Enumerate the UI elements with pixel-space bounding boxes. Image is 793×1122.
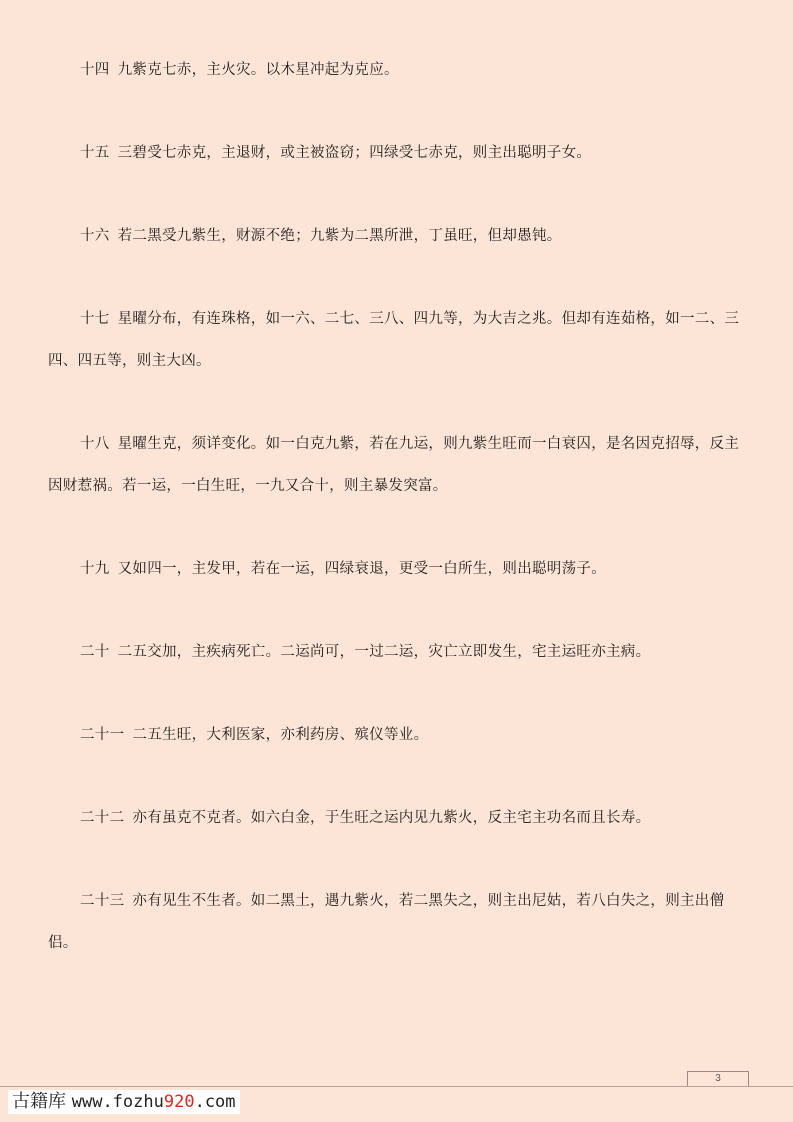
paragraph-text: 亦有虽克不克者。如六白金，于生旺之运内见九紫火，反主宅主功名而且长寿。 <box>132 810 651 826</box>
paragraph-20 <box>48 631 748 673</box>
paragraph-text: 星曜分布，有连珠格，如一六、二七、三八、四九等，为大吉之兆。但却有连茹格，如一二、三四、四五等，则主大凶。 <box>48 311 740 369</box>
paragraph-19 <box>48 548 748 590</box>
paragraph-text: 二五生旺，大利医家，亦利药房、殡仪等业。 <box>132 727 429 743</box>
watermark-url-prefix: www.fozhu <box>71 1092 164 1112</box>
paragraph-text: 九紫克七赤，主火灾。以木星冲起为克应。 <box>117 62 399 78</box>
paragraph-number: 十八 <box>80 436 110 452</box>
footer-divider <box>0 1086 793 1087</box>
paragraph-text: 二五交加，主疾病死亡。二运尚可，一过二运，灾亡立即发生，宅主运旺亦主病。 <box>117 644 651 660</box>
paragraph-17 <box>48 298 748 382</box>
paragraph-23 <box>48 880 748 964</box>
paragraph-14 <box>48 49 748 91</box>
watermark-name: 古籍库 <box>12 1091 66 1112</box>
watermark-url-suffix: .com <box>194 1092 236 1112</box>
paragraph-text: 若二黑受九紫生，财源不绝；九紫为二黑所泄，丁虽旺，但却愚钝。 <box>117 228 562 244</box>
paragraph-number: 十九 <box>80 561 110 577</box>
page-number: 3 <box>687 1071 749 1086</box>
paragraph-number: 十七 <box>80 311 110 327</box>
paragraph-text: 星曜生克，须详变化。如一白克九紫，若在九运，则九紫生旺而一白衰囚，是名因克招辱，反主因财惹祸。若一运，一白生旺，一九又合十，则主暴发突富。 <box>48 436 740 494</box>
watermark-url-number: 920 <box>163 1092 195 1112</box>
paragraph-number: 十四 <box>80 62 110 78</box>
paragraph-text: 亦有见生不生者。如二黑土，遇九紫火，若二黑失之，则主出尼姑，若八白失之，则主出僧侣。 <box>48 893 725 951</box>
paragraph-16 <box>48 215 748 257</box>
paragraph-number: 十五 <box>80 145 110 161</box>
paragraph-number: 十六 <box>80 228 110 244</box>
paragraph-number: 二十一 <box>80 727 125 743</box>
paragraph-15 <box>48 132 748 174</box>
paragraph-18 <box>48 423 748 507</box>
paragraph-number: 二十 <box>80 644 110 660</box>
paragraph-21 <box>48 714 748 756</box>
paragraph-text: 又如四一，主发甲，若在一运，四绿衰退，更受一白所生，则出聪明荡子。 <box>117 561 607 577</box>
site-watermark <box>8 1090 240 1114</box>
paragraph-number: 二十二 <box>80 810 125 826</box>
paragraph-text: 三碧受七赤克，主退财，或主被盗窃；四绿受七赤克，则主出聪明子女。 <box>117 145 592 161</box>
paragraph-number: 二十三 <box>80 893 125 909</box>
paragraph-22 <box>48 797 748 839</box>
